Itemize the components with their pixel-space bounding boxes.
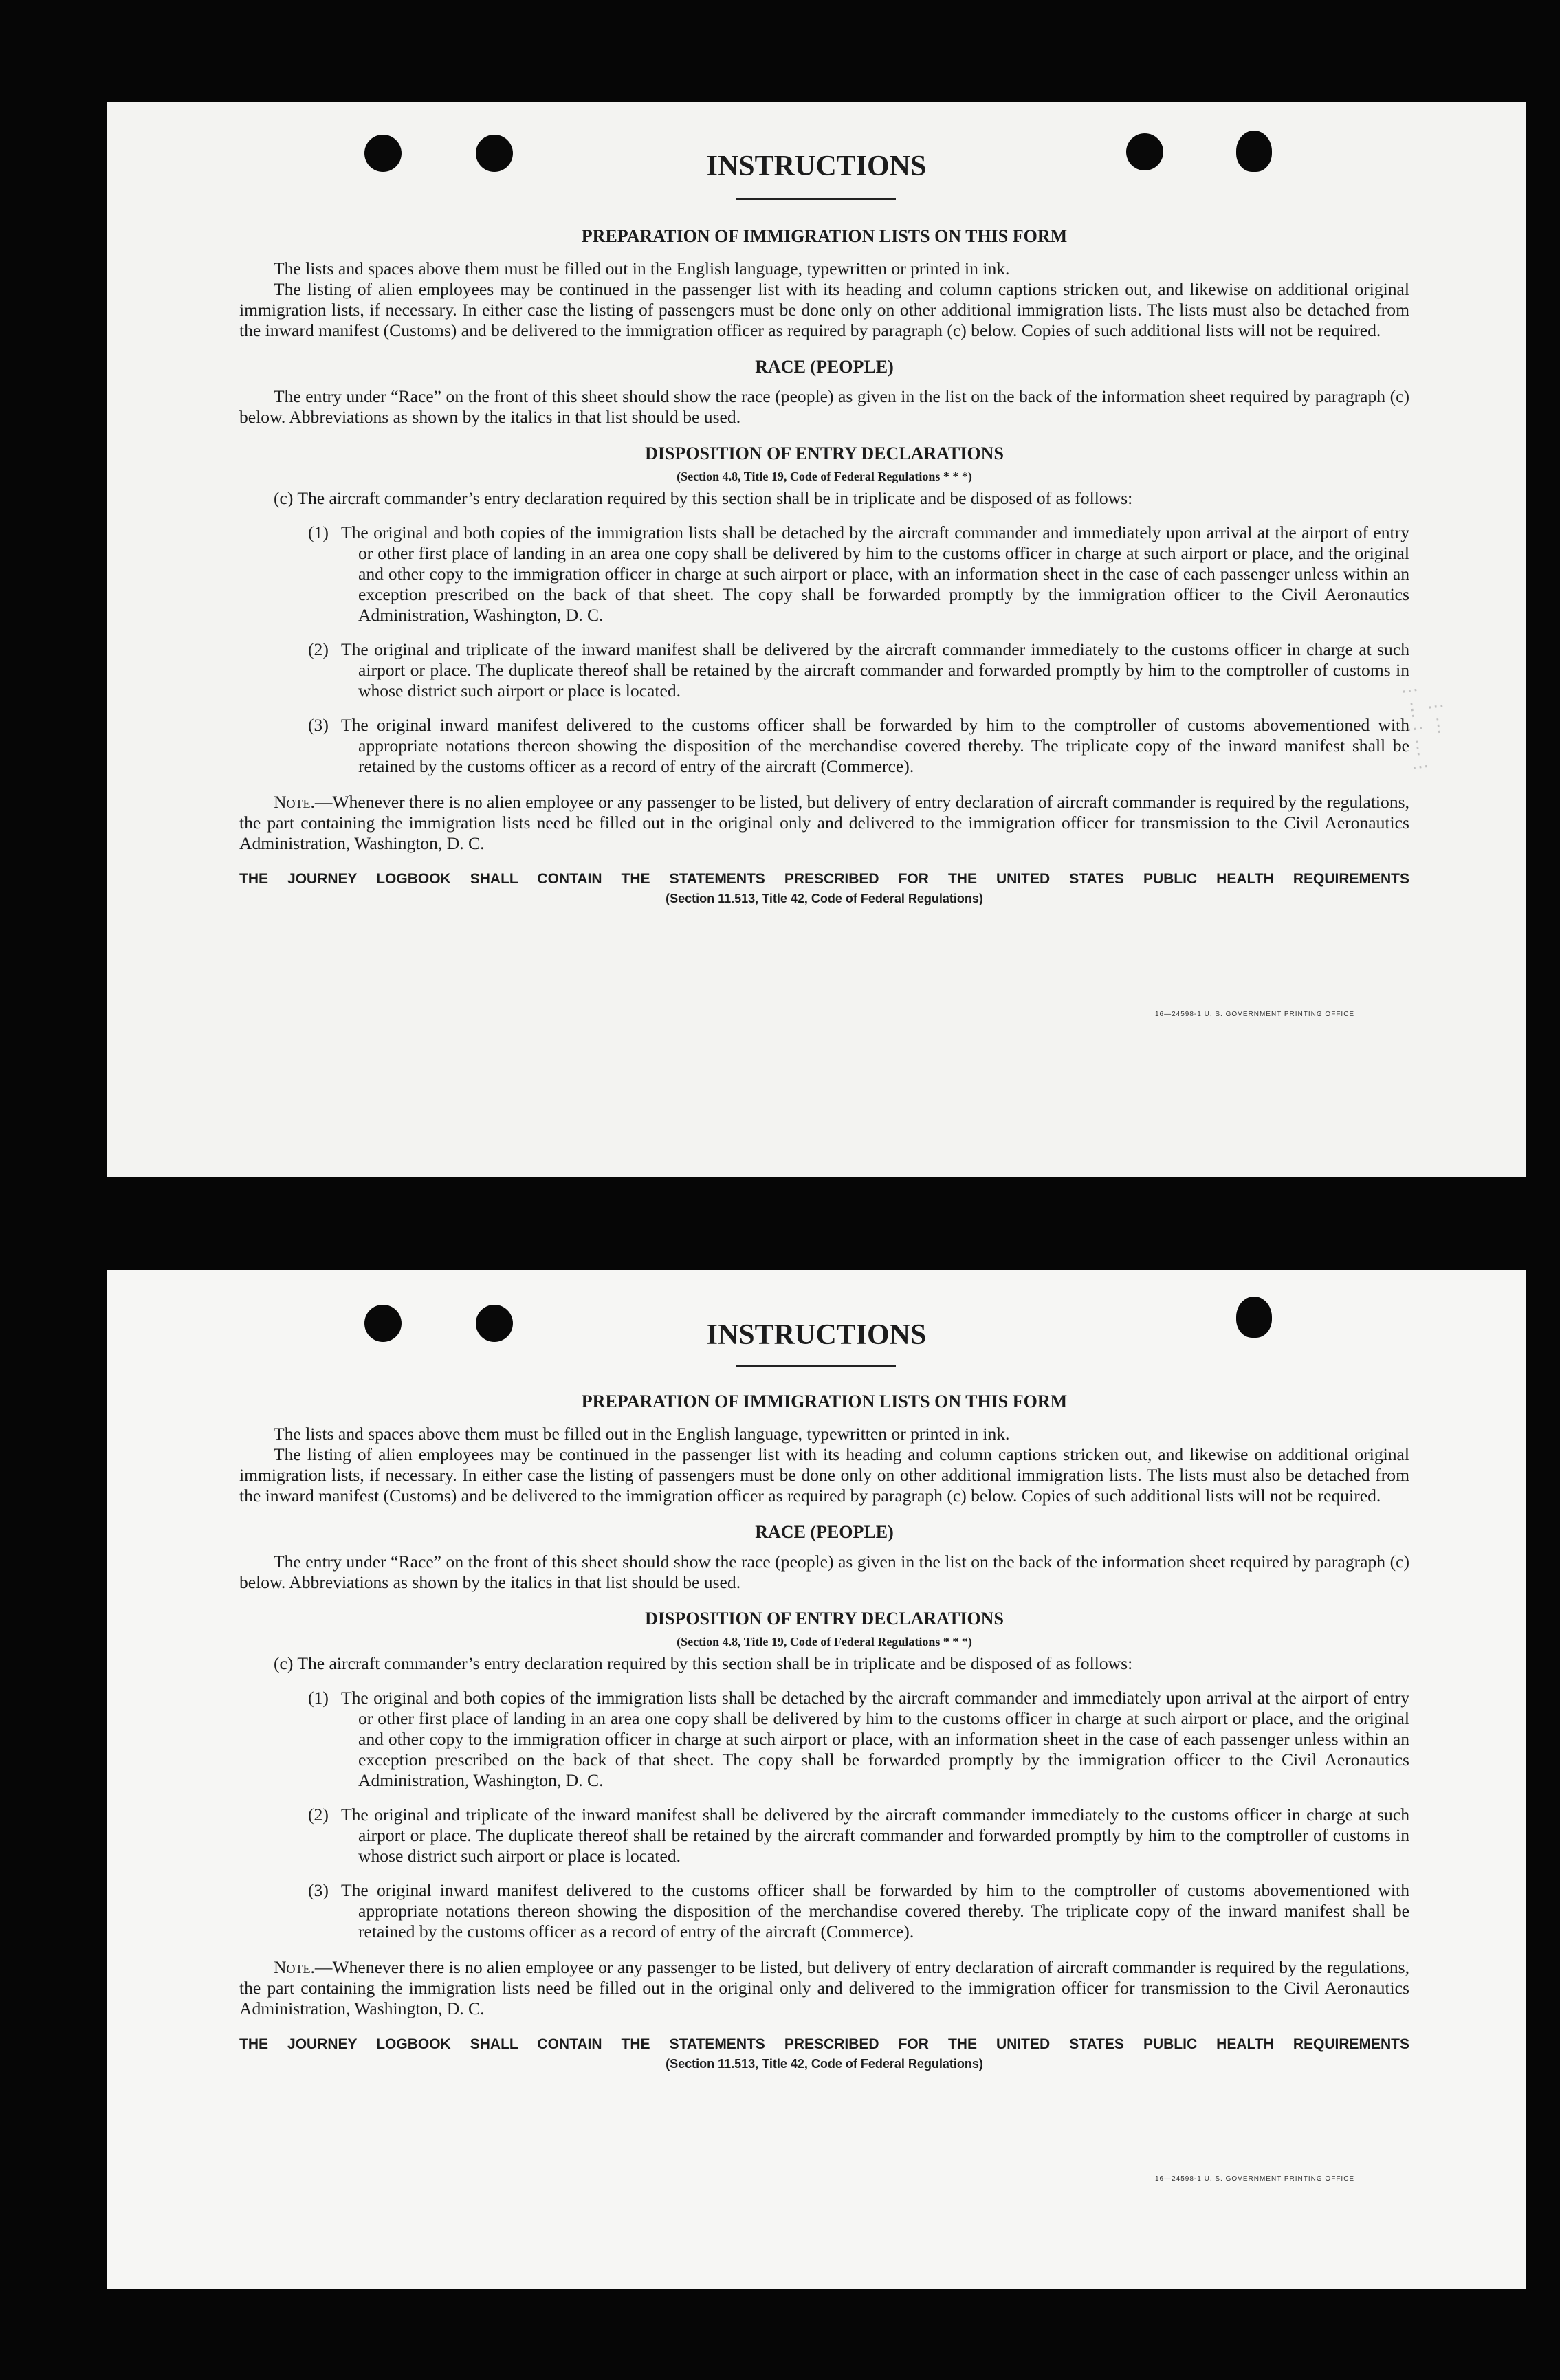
printer-imprint: 16—24598-1 U. S. GOVERNMENT PRINTING OFFICE <box>1155 1011 1355 1018</box>
instructions-body <box>239 1389 1409 2073</box>
paragraph-c: (c) The aircraft commander’s entry declaration required by this section shall be in triplicate and be disposed of as follows: <box>274 1653 1133 1673</box>
item-text: The original and triplicate of the inward manifest shall be delivered by the aircraft commander immediately to the customs officer in charge at such airport or place. The duplicate thereof shall be retained by the aircraft commander and forwarded promptly by him to the comptroller of customs in whose district such airport or place is located. <box>341 1805 1409 1866</box>
section-subheading: (Section 4.8, Title 19, Code of Federal Regulations * * *) <box>677 470 972 483</box>
note-paragraph <box>239 1957 1409 2019</box>
item-number: (2) <box>308 1805 329 1825</box>
title-rule <box>736 1365 896 1367</box>
item-number: (1) <box>308 1688 329 1708</box>
paragraph: The entry under “Race” on the front of this sheet should show the race (people) as given in the list on the back of the information sheet required by paragraph (c) below. Abbreviations as shown by the italics in that list should be used. <box>239 386 1409 427</box>
section-heading-race: RACE (PEOPLE) <box>755 357 894 377</box>
note-label: Note. <box>274 792 315 812</box>
page-title: INSTRUCTIONS <box>706 1319 927 1351</box>
item-number: (1) <box>308 522 329 542</box>
section-heading-disposition: DISPOSITION OF ENTRY DECLARATIONS <box>645 1609 1004 1629</box>
note-paragraph <box>239 792 1409 854</box>
item-number: (3) <box>308 1880 329 1900</box>
item-text: The original and both copies of the immigration lists shall be detached by the aircraft commander and immediately upon arrival at the airport of entry or other first place of landing in an area one copy shall be delivered by him to the customs officer in charge at such airport or place, and the original and other copy to the immigration officer in charge at such airport or place, with an information sheet in the case of each passenger unless within an exception prescribed on the back of that sheet. The copy shall be forwarded promptly by the immigration officer to the Civil Aeronautics Administration, Washington, D. C. <box>341 1688 1409 1790</box>
logbook-citation: (Section 11.513, Title 42, Code of Federal Regulations) <box>666 892 983 905</box>
list-item <box>239 1688 1409 1791</box>
note-text: —Whenever there is no alien employee or any passenger to be listed, but delivery of entry declaration of aircraft commander is required by the regulations, the part containing the immigration lists need be filled out in the original only and delivered to the immigration officer for transmission to the Civil Aeronautics Administration, Washington, D. C. <box>239 1957 1409 2018</box>
section-heading-disposition: DISPOSITION OF ENTRY DECLARATIONS <box>645 443 1004 463</box>
title-rule <box>736 198 896 200</box>
item-text: The original inward manifest delivered to the customs officer shall be forwarded by him to the comptroller of customs abovementioned with appropriate notations thereon showing the disposition of the merchandise covered thereby. The triplicate copy of the inward manifest shall be retained by the customs officer as a record of entry of the aircraft (Commerce). <box>341 1880 1409 1941</box>
note-label: Note. <box>274 1957 315 1977</box>
document-page-top <box>107 102 1526 1177</box>
section-heading-race: RACE (PEOPLE) <box>755 1522 894 1542</box>
logbook-statement: THE JOURNEY LOGBOOK SHALL CONTAIN THE STATEMENTS PRESCRIBED FOR THE UNITED STATES PUBLIC HEALTH REQUIREMENTS <box>239 2036 1409 2052</box>
note-text: —Whenever there is no alien employee or any passenger to be listed, but delivery of entry declaration of aircraft commander is required by the regulations, the part containing the immigration lists need be filled out in the original only and delivered to the immigration officer for transmission to the Civil Aeronautics Administration, Washington, D. C. <box>239 792 1409 853</box>
list-item <box>239 1805 1409 1866</box>
logbook-statement: THE JOURNEY LOGBOOK SHALL CONTAIN THE STATEMENTS PRESCRIBED FOR THE UNITED STATES PUBLIC HEALTH REQUIREMENTS <box>239 871 1409 887</box>
document-page-bottom <box>107 1270 1526 2289</box>
instructions-body <box>239 224 1409 907</box>
section-heading-preparation: PREPARATION OF IMMIGRATION LISTS ON THIS FORM <box>581 226 1068 246</box>
faint-bleedthrough-marks: ⋯ ⋮ ⋯ ⋯ ⋮ ⋮ ⋯ <box>1399 679 1449 779</box>
page-title: INSTRUCTIONS <box>706 151 927 182</box>
list-item <box>239 639 1409 701</box>
list-item <box>239 522 1409 626</box>
list-item <box>239 1880 1409 1942</box>
item-text: The original inward manifest delivered to the customs officer shall be forwarded by him to the comptroller of customs abovementioned with appropriate notations thereon showing the disposition of the merchandise covered thereby. The triplicate copy of the inward manifest shall be retained by the customs officer as a record of entry of the aircraft (Commerce). <box>341 715 1409 776</box>
item-number: (2) <box>308 639 329 659</box>
list-item <box>239 715 1409 777</box>
paragraph: The lists and spaces above them must be filled out in the English language, typewritten or printed in ink. <box>274 258 1010 278</box>
paragraph-c: (c) The aircraft commander’s entry declaration required by this section shall be in triplicate and be disposed of as follows: <box>274 488 1133 508</box>
item-number: (3) <box>308 715 329 735</box>
printer-imprint: 16—24598-1 U. S. GOVERNMENT PRINTING OFFICE <box>1155 2175 1355 2183</box>
paragraph: The lists and spaces above them must be filled out in the English language, typewritten or printed in ink. <box>274 1424 1010 1444</box>
logbook-citation: (Section 11.513, Title 42, Code of Federal Regulations) <box>666 2057 983 2071</box>
paragraph: The listing of alien employees may be continued in the passenger list with its heading and column captions stricken out, and likewise on additional original immigration lists, if necessary. In either case the listing of passengers must be done only on other additional immigration lists. The lists must also be detached from the inward manifest (Customs) and be delivered to the immigration officer as required by paragraph (c) below. Copies of such additional lists will not be required. <box>239 1444 1409 1506</box>
paragraph: The entry under “Race” on the front of this sheet should show the race (people) as given in the list on the back of the information sheet required by paragraph (c) below. Abbreviations as shown by the italics in that list should be used. <box>239 1552 1409 1592</box>
section-heading-preparation: PREPARATION OF IMMIGRATION LISTS ON THIS FORM <box>581 1391 1068 1411</box>
section-subheading: (Section 4.8, Title 19, Code of Federal Regulations * * *) <box>677 1635 972 1649</box>
item-text: The original and both copies of the immigration lists shall be detached by the aircraft commander and immediately upon arrival at the airport of entry or other first place of landing in an area one copy shall be delivered by him to the customs officer in charge at such airport or place, and the original and other copy to the immigration officer in charge at such airport or place, with an information sheet in the case of each passenger unless within an exception prescribed on the back of that sheet. The copy shall be forwarded promptly by the immigration officer to the Civil Aeronautics Administration, Washington, D. C. <box>341 522 1409 625</box>
paragraph: The listing of alien employees may be continued in the passenger list with its heading and column captions stricken out, and likewise on additional original immigration lists, if necessary. In either case the listing of passengers must be done only on other additional immigration lists. The lists must also be detached from the inward manifest (Customs) and be delivered to the immigration officer as required by paragraph (c) below. Copies of such additional lists will not be required. <box>239 279 1409 340</box>
item-text: The original and triplicate of the inward manifest shall be delivered by the aircraft commander immediately to the customs officer in charge at such airport or place. The duplicate thereof shall be retained by the aircraft commander and forwarded promptly by him to the comptroller of customs in whose district such airport or place is located. <box>341 639 1409 701</box>
